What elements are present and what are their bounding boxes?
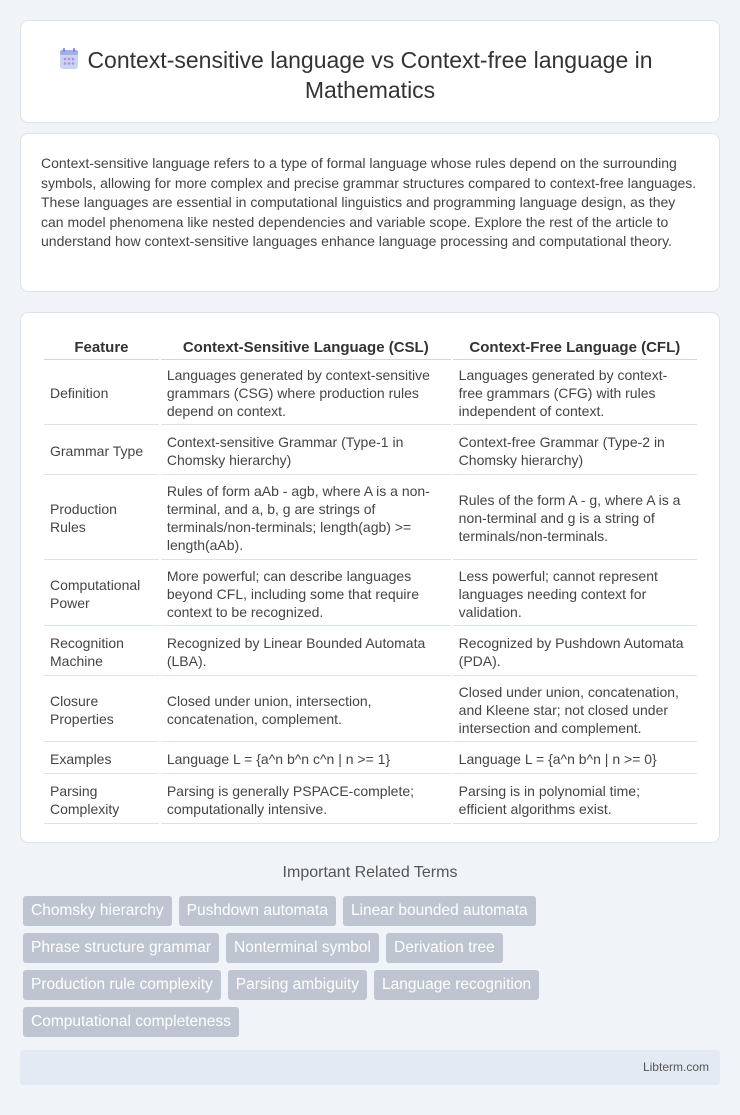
related-term-tag[interactable]: Language recognition <box>374 970 539 1000</box>
footer-site-link[interactable]: Libterm.com <box>642 1060 709 1074</box>
row-cfl: Language L = {a^n b^n | n >= 0} <box>453 744 697 774</box>
row-csl: Context-sensitive Grammar (Type-1 in Chomsky hierarchy) <box>161 427 451 475</box>
header-card <box>20 20 720 123</box>
related-terms-list <box>23 896 583 1037</box>
comparison-card <box>20 312 720 843</box>
header-cfl: Context-Free Language (CFL) <box>453 335 697 360</box>
related-term-tag[interactable]: Derivation tree <box>386 933 503 963</box>
table-row <box>44 477 697 560</box>
table-row <box>44 362 697 425</box>
row-cfl: Less powerful; cannot represent languages needing context for validation. <box>453 562 697 626</box>
table-row <box>44 776 697 824</box>
row-csl: Parsing is generally PSPACE-complete; computationally intensive. <box>161 776 451 824</box>
row-csl: Language L = {a^n b^n c^n | n >= 1} <box>161 744 451 774</box>
table-row <box>44 678 697 742</box>
row-csl: More powerful; can describe languages beyond CFL, including some that require context to be recognized. <box>161 562 451 626</box>
intro-card <box>20 133 720 292</box>
row-cfl: Parsing is in polynomial time; efficient algorithms exist. <box>453 776 697 824</box>
row-feature: Examples <box>44 744 159 774</box>
row-csl: Recognized by Linear Bounded Automata (LBA). <box>161 628 451 676</box>
table-row <box>44 427 697 475</box>
table-row <box>44 744 697 774</box>
row-cfl: Recognized by Pushdown Automata (PDA). <box>453 628 697 676</box>
footer <box>20 1050 720 1085</box>
intro-paragraph: Context-sensitive language refers to a type of formal language whose rules depend on the surrounding symbols, allowing for more complex and precise grammar structures compared to context-free languages. These languages are essential in computational linguistics and programming language design, as they can model phenomena like nested dependencies and variable scope. Explore the rest of the article to understand how context-sensitive languages enhance language processing and computational theory. <box>41 155 697 250</box>
row-csl: Closed under union, intersection, concatenation, complement. <box>161 678 451 742</box>
row-feature: Production Rules <box>44 477 159 560</box>
related-term-tag[interactable]: Phrase structure grammar <box>23 933 219 963</box>
row-cfl: Languages generated by context-free grammars (CFG) with rules independent of context. <box>453 362 697 425</box>
page-title: Context-sensitive language vs Context-free language in Mathematics <box>87 47 653 103</box>
header-feature: Feature <box>44 335 159 360</box>
row-cfl: Rules of the form A - g, where A is a non-terminal and g is a string of terminals/non-terminals. <box>453 477 697 560</box>
related-terms-title: Important Related Terms <box>282 864 458 881</box>
row-feature: Computational Power <box>44 562 159 626</box>
row-feature: Grammar Type <box>44 427 159 475</box>
table-header-row <box>44 335 697 360</box>
row-cfl: Context-free Grammar (Type-2 in Chomsky hierarchy) <box>453 427 697 475</box>
row-cfl: Closed under union, concatenation, and Kleene star; not closed under intersection and complement. <box>453 678 697 742</box>
related-term-tag[interactable]: Chomsky hierarchy <box>23 896 172 926</box>
header-csl: Context-Sensitive Language (CSL) <box>161 335 451 360</box>
related-term-tag[interactable]: Linear bounded automata <box>343 896 536 926</box>
row-feature: Recognition Machine <box>44 628 159 676</box>
related-term-tag[interactable]: Nonterminal symbol <box>226 933 379 963</box>
table-row <box>44 562 697 626</box>
related-term-tag[interactable]: Computational completeness <box>23 1007 239 1037</box>
related-term-tag[interactable]: Parsing ambiguity <box>228 970 367 1000</box>
row-csl: Rules of form aAb - agb, where A is a non-terminal, and a, b, g are strings of terminals/non-terminals; length(agb) >= length(aAb). <box>161 477 451 560</box>
row-feature: Parsing Complexity <box>44 776 159 824</box>
row-csl: Languages generated by context-sensitive grammars (CSG) where production rules depend on context. <box>161 362 451 425</box>
row-feature: Closure Properties <box>44 678 159 742</box>
related-term-tag[interactable]: Pushdown automata <box>179 896 336 926</box>
row-feature: Definition <box>44 362 159 425</box>
table-row <box>44 628 697 676</box>
comparison-table <box>42 333 699 826</box>
related-term-tag[interactable]: Production rule complexity <box>23 970 221 1000</box>
